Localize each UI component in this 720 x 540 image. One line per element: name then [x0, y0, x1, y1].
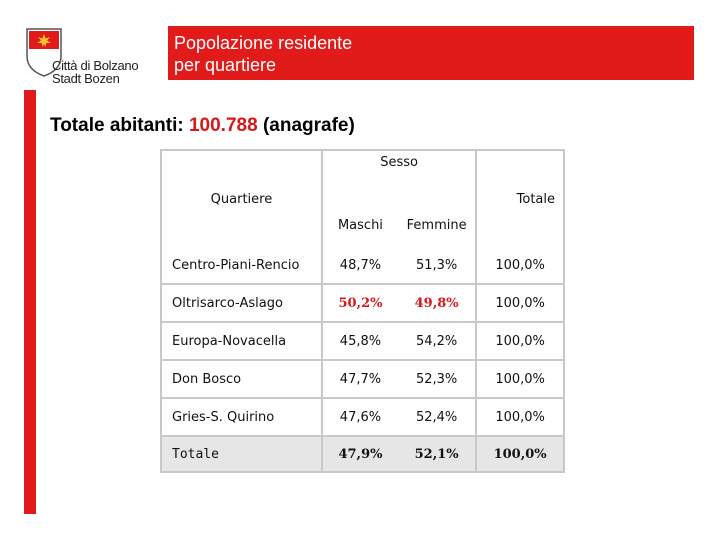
row-maschi: 47,7% — [322, 360, 398, 398]
total-femmine: 52,1% — [398, 436, 476, 472]
heading-suffix: (anagrafe) — [257, 115, 355, 136]
row-maschi: 50,2% — [322, 284, 398, 322]
logo-line-2: Stadt Bozen — [52, 71, 120, 86]
row-totale: 100,0% — [476, 398, 564, 436]
total-maschi: 47,9% — [322, 436, 398, 472]
table-row — [161, 360, 564, 398]
row-femmine: 54,2% — [398, 322, 476, 360]
table-row — [161, 284, 564, 322]
logo-line-1: Città di Bolzano — [52, 58, 139, 73]
total-name: Totale — [161, 436, 322, 472]
row-name: Gries-S. Quirino — [161, 398, 322, 436]
table-row — [161, 247, 564, 284]
header-bar — [168, 26, 694, 80]
total-inhabitants-heading — [50, 115, 355, 137]
header-maschi: Maschi — [322, 203, 398, 247]
row-totale: 100,0% — [476, 284, 564, 322]
table-row — [161, 398, 564, 436]
row-femmine: 49,8% — [398, 284, 476, 322]
header-sesso: Sesso — [322, 150, 476, 203]
row-totale: 100,0% — [476, 322, 564, 360]
heading-value: 100.788 — [188, 115, 258, 136]
total-totale: 100,0% — [476, 436, 564, 472]
heading-label: Totale abitanti: — [50, 115, 189, 136]
header-quartiere: Quartiere — [161, 150, 322, 247]
row-femmine: 52,4% — [398, 398, 476, 436]
row-name: Don Bosco — [161, 360, 322, 398]
row-femmine: 51,3% — [398, 247, 476, 284]
row-maschi: 47,6% — [322, 398, 398, 436]
row-totale: 100,0% — [476, 247, 564, 284]
row-maschi: 48,7% — [322, 247, 398, 284]
logo-text — [52, 59, 182, 85]
page-title: Popolazione residente per quartiere — [174, 33, 353, 75]
row-name: Europa-Novacella — [161, 322, 322, 360]
row-totale: 100,0% — [476, 360, 564, 398]
row-name: Oltrisarco-Aslago — [161, 284, 322, 322]
row-maschi: 45,8% — [322, 322, 398, 360]
header-femmine: Femmine — [406, 217, 467, 233]
table-header-row — [161, 150, 564, 203]
population-table — [160, 149, 565, 473]
row-femmine: 52,3% — [398, 360, 476, 398]
row-name: Centro-Piani-Rencio — [161, 247, 322, 284]
left-accent-bar — [24, 90, 36, 514]
header-totale: Totale — [476, 150, 564, 247]
city-logo — [22, 26, 172, 88]
table-total-row — [161, 436, 564, 472]
table-row — [161, 322, 564, 360]
